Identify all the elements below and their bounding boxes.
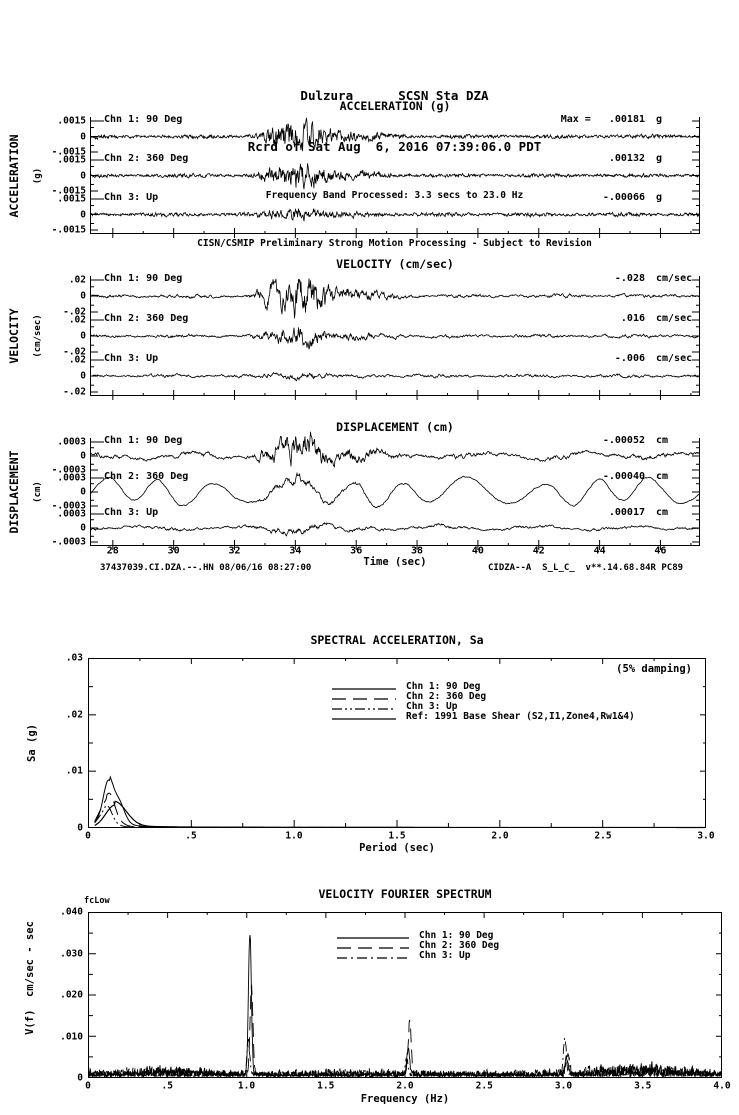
- frequency-axis-label: Frequency (Hz): [360, 1093, 450, 1105]
- y-tick-label: .02: [65, 709, 83, 721]
- y-tick-label: 0: [80, 370, 86, 382]
- x-tick-label: 0: [85, 830, 91, 842]
- x-tick-label: .5: [185, 830, 197, 842]
- channel-label: Chn 3: Up: [104, 192, 159, 203]
- legend-label: Chn 1: 90 Deg: [406, 681, 481, 692]
- peak-value-label: -.00052: [602, 435, 645, 446]
- channel-label: Chn 2: 360 Deg: [104, 153, 189, 164]
- x-tick-label: 2.5: [475, 1080, 493, 1092]
- channel-label: Chn 2: 360 Deg: [104, 471, 189, 482]
- displacement-axis-label: DISPLACEMENT: [7, 450, 21, 534]
- acceleration-time-series-trace-2: [91, 163, 699, 189]
- y-tick-label: 0: [77, 1072, 83, 1084]
- acceleration-time-series-trace-3: [91, 209, 699, 222]
- y-tick-label: .0015: [57, 193, 86, 205]
- legend-line-sample: [330, 714, 398, 724]
- x-tick-label: 2.0: [491, 830, 509, 842]
- displacement-section-title: DISPLACEMENT (cm): [336, 420, 454, 434]
- sa-curve-3: [95, 806, 705, 828]
- y-tick-label: 0: [80, 450, 86, 462]
- sa-curve-1: [95, 777, 705, 827]
- y-tick-label: .0003: [57, 508, 86, 520]
- time-tick-label: 38: [411, 545, 424, 557]
- peak-unit-label: cm: [656, 435, 669, 446]
- fourier-trace-2: [89, 985, 722, 1077]
- y-tick-label: .0003: [57, 436, 86, 448]
- header-disclaimer-line: CISN/CSMIP Preliminary Strong Motion Processing - Subject to Revision: [197, 238, 592, 249]
- y-tick-label: .0015: [57, 115, 86, 127]
- peak-value-label: -.028: [614, 273, 645, 284]
- velocity-time-series-trace-3: [91, 373, 699, 381]
- sa-curve-2: [95, 793, 705, 827]
- y-tick-label: .0015: [57, 154, 86, 166]
- legend-line-sample: [330, 684, 398, 694]
- peak-unit-label: cm/sec: [656, 273, 693, 284]
- displacement-time-series-trace-3: [91, 523, 699, 536]
- y-tick-label: 0: [77, 822, 83, 834]
- fourier-spectrum-title: VELOCITY FOURIER SPECTRUM: [318, 887, 492, 901]
- y-tick-label: 0: [80, 290, 86, 302]
- legend-label: Chn 2: 360 Deg: [406, 691, 487, 702]
- y-tick-label: -.02: [63, 306, 86, 318]
- corner-frequency-label: fcLow: [84, 896, 110, 906]
- channel-label: Chn 3: Up: [104, 353, 159, 364]
- time-axis-label: Time (sec): [363, 556, 427, 568]
- y-tick-label: .02: [68, 354, 86, 366]
- y-tick-label: .02: [68, 314, 86, 326]
- vf-axis-label: V(f) cm/sec - sec: [24, 921, 36, 1035]
- velocity-axis-label: VELOCITY: [7, 308, 21, 364]
- legend-line-sample: [335, 953, 411, 963]
- legend-label: Chn 3: Up: [406, 701, 458, 712]
- y-tick-label: -.0015: [51, 146, 86, 158]
- peak-unit-label: cm: [656, 471, 669, 482]
- peak-value-label: -.00040: [602, 471, 645, 482]
- peak-value-label: Max = .00181: [560, 114, 645, 125]
- y-tick-label: 0: [80, 522, 86, 534]
- y-tick-label: 0: [80, 330, 86, 342]
- y-tick-label: -.0003: [51, 536, 86, 548]
- x-tick-label: 2.5: [594, 830, 612, 842]
- velocity-axis-unit: (cm/sec): [33, 314, 43, 358]
- peak-unit-label: g: [656, 153, 663, 164]
- velocity-time-series-svg: [90, 276, 700, 408]
- peak-unit-label: cm: [656, 507, 669, 518]
- y-tick-label: -.0003: [51, 500, 86, 512]
- footer-record-id: 37437039.CI.DZA.--.HN 08/06/16 08:27:00: [100, 563, 312, 573]
- channel-label: Chn 1: 90 Deg: [104, 273, 183, 284]
- y-tick-label: -.0003: [51, 464, 86, 476]
- x-tick-label: 3.5: [634, 1080, 652, 1092]
- time-tick-label: 44: [593, 545, 606, 557]
- acceleration-time-series-svg: [90, 117, 700, 246]
- legend-label: Chn 1: 90 Deg: [419, 930, 494, 941]
- y-tick-label: .010: [60, 1031, 83, 1042]
- time-tick-label: 32: [228, 545, 241, 557]
- acceleration-section-title: ACCELERATION (g): [339, 99, 451, 113]
- y-tick-label: 0: [80, 170, 86, 181]
- header-record-line: Rcrd of Sat Aug 6, 2016 07:39:06.0 PDT: [247, 139, 542, 154]
- y-tick-label: .01: [65, 765, 83, 777]
- y-tick-label: .0003: [57, 472, 86, 484]
- period-axis-label: Period (sec): [359, 842, 435, 854]
- x-tick-label: 1.5: [388, 830, 406, 842]
- legend-line-sample: [335, 943, 411, 953]
- y-tick-label: .03: [65, 652, 83, 664]
- peak-value-label: -.00066: [602, 192, 645, 203]
- y-tick-label: .040: [60, 906, 83, 918]
- time-tick-label: 46: [654, 545, 667, 557]
- y-tick-label: .030: [60, 948, 83, 959]
- x-tick-label: 4.0: [713, 1080, 731, 1092]
- damping-annotation: (5% damping): [616, 663, 692, 675]
- peak-value-label: -.006: [614, 353, 645, 364]
- channel-label: Chn 2: 360 Deg: [104, 313, 189, 324]
- peak-unit-label: cm/sec: [656, 353, 693, 364]
- x-tick-label: 1.0: [237, 1080, 256, 1092]
- channel-label: Chn 3: Up: [104, 507, 159, 518]
- legend-line-sample: [330, 694, 398, 704]
- legend-label: Ref: 1991 Base Shear (S2,I1,Zone4,Rw1&4): [406, 711, 635, 722]
- acceleration-axis-unit: (g): [33, 167, 43, 185]
- x-tick-label: 2.0: [396, 1080, 414, 1092]
- y-tick-label: -.02: [63, 386, 86, 398]
- peak-unit-label: g: [656, 114, 663, 125]
- x-tick-label: 0: [85, 1080, 91, 1092]
- y-tick-label: -.0015: [51, 185, 86, 197]
- peak-value-label: .016: [620, 313, 645, 324]
- y-tick-label: 0: [80, 486, 86, 498]
- displacement-time-series-svg: [90, 438, 700, 558]
- displacement-axis-unit: (cm): [33, 481, 43, 503]
- legend-line-sample: [330, 704, 398, 714]
- peak-unit-label: g: [656, 192, 663, 203]
- peak-value-label: .00017: [608, 507, 645, 518]
- acceleration-axis-label: ACCELERATION: [7, 134, 21, 218]
- x-tick-label: 3.0: [554, 1080, 573, 1092]
- time-tick-label: 30: [167, 545, 180, 557]
- time-tick-label: 36: [350, 545, 363, 557]
- y-tick-label: .02: [68, 274, 86, 286]
- time-tick-label: 28: [106, 545, 119, 557]
- x-tick-label: .5: [161, 1080, 173, 1092]
- sa-axis-label: Sa (g): [26, 724, 38, 762]
- y-tick-label: .020: [60, 989, 83, 1001]
- peak-value-label: .00132: [608, 153, 645, 164]
- x-tick-label: 1.0: [285, 830, 303, 842]
- y-tick-label: 0: [80, 131, 86, 142]
- y-tick-label: -.0015: [51, 224, 86, 236]
- legend-label: Chn 3: Up: [419, 950, 471, 961]
- time-tick-label: 34: [289, 545, 302, 557]
- time-tick-label: 40: [471, 545, 484, 557]
- y-tick-label: -.02: [63, 346, 86, 358]
- channel-label: Chn 1: 90 Deg: [104, 435, 183, 446]
- legend-line-sample: [335, 933, 411, 943]
- legend-label: Chn 2: 360 Deg: [419, 940, 500, 951]
- header-station-line: Dulzura SCSN Sta DZA: [300, 88, 489, 103]
- y-tick-label: 0: [80, 209, 86, 220]
- velocity-section-title: VELOCITY (cm/sec): [336, 257, 454, 271]
- sa-curve-4: [95, 801, 705, 827]
- time-tick-label: 42: [532, 545, 545, 557]
- channel-label: Chn 1: 90 Deg: [104, 114, 183, 125]
- spectral-acceleration-title: SPECTRAL ACCELERATION, Sa: [310, 633, 484, 647]
- header-band-line: Frequency Band Processed: 3.3 secs to 23.0 Hz: [265, 190, 524, 201]
- x-tick-label: 1.5: [317, 1080, 335, 1092]
- x-tick-label: 3.0: [697, 830, 715, 842]
- velocity-time-series-trace-2: [91, 327, 699, 348]
- footer-processing-id: CIDZA--A S_L_C_ v**.14.68.84R PC89: [488, 563, 684, 573]
- peak-unit-label: cm/sec: [656, 313, 693, 324]
